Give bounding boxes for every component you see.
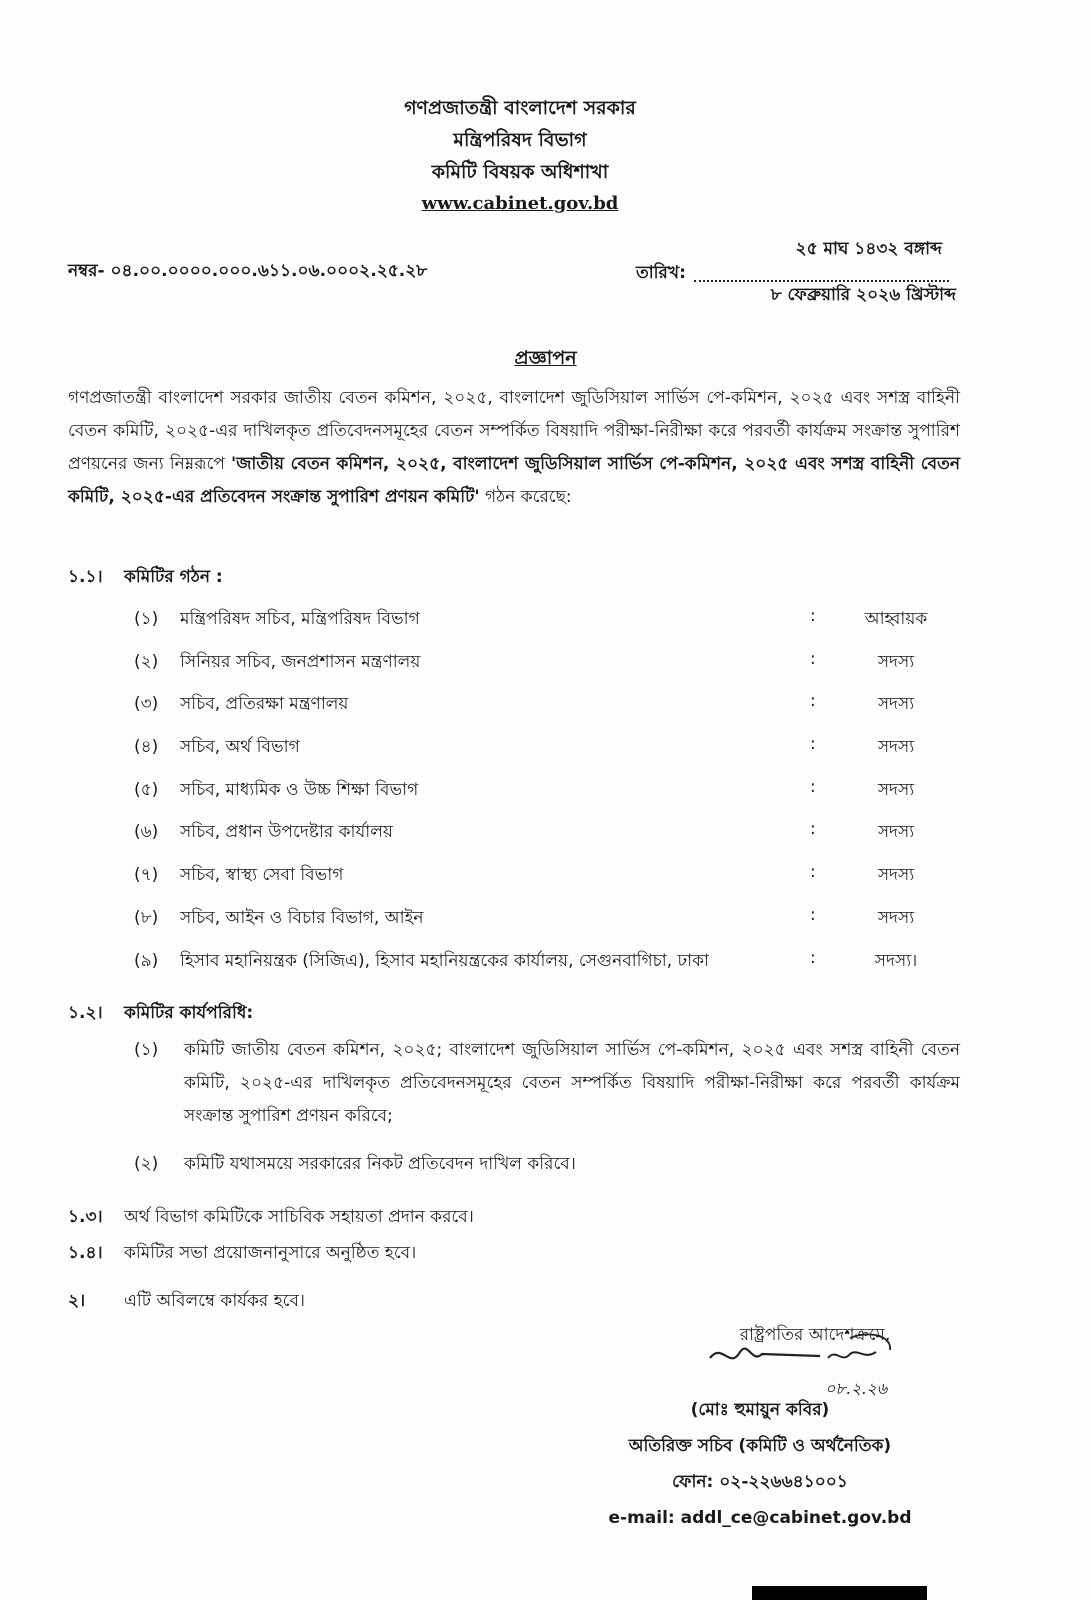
paragraph-number: ১.৩। [68,1207,103,1227]
member-number: (৩) [134,694,159,715]
member-number: (৭) [134,865,159,886]
member-number: (২) [134,651,159,672]
member-role: সদস্য [877,907,915,928]
date-bangla: ২৫ মাঘ ১৪৩২ বঙ্গাব্দ [795,239,942,259]
list-item [130,771,930,814]
member-colon: : [810,648,816,669]
list-item [130,643,930,686]
function-number: (২) [134,1154,159,1174]
list-item [130,942,930,985]
govt-name: গণপ্রজাতন্ত্রী বাংলাদেশ সরকার [404,97,636,119]
member-role: সদস্য [877,694,915,715]
member-name: হিসাব মহানিয়ন্ত্রক (সিজিএ), হিসাব মহানিয়ন্ত্রকের কার্যালয়, সেগুনবাগিচা, ঢাকা [180,950,709,971]
member-colon: : [810,904,816,925]
paragraph-text: অর্থ বিভাগ কমিটিকে সাচিবিক সহায়তা প্রদান করবে। [124,1207,474,1227]
member-role: সদস্য। [874,950,918,971]
member-name: সিনিয়র সচিব, জনপ্রশাসন মন্ত্রণালয় [180,651,421,672]
signatory-designation: অতিরিক্ত সচিব (কমিটি ও অর্থনৈতিক) [628,1436,892,1456]
member-role: আহ্বায়ক [864,609,928,629]
member-name: মন্ত্রিপরিষদ সচিব, মন্ত্রিপরিষদ বিভাগ [180,609,420,629]
member-name: সচিব, স্বাস্থ্য সেবা বিভাগ [180,865,344,886]
paragraph-text: কমিটির সভা প্রয়োজনানুসারে অনুষ্ঠিত হবে। [124,1243,417,1263]
member-name: সচিব, আইন ও বিচার বিভাগ, আইন [180,907,424,928]
list-item [130,856,930,899]
list-item [130,1034,960,1133]
committee-name: 'জাতীয় বেতন কমিশন, ২০২৫, বাংলাদেশ জুডিসিয়াল সার্ভিস পে-কমিশন, ২০২৫ এবং সশস্ত্র বাহিনী বেতন কমিটি, ২০২৫-এর প্রতিবেদন সংক্রান্ত সুপারিশ প্রণয়ন কমিটি' [68,454,960,507]
function-text: কমিটি যথাসময়ে সরকারের নিকট প্রতিবেদন দাখিল করিবে। [184,1154,576,1174]
section-number: ১.১। [68,567,103,587]
member-name: সচিব, প্রধান উপদেষ্টার কার্যালয় [180,822,393,843]
member-role: সদস্য [877,779,915,800]
member-number: (৯) [134,950,159,971]
member-role: সদস্য [877,651,915,672]
paragraph-2 [68,1288,305,1316]
paragraph-1-4 [68,1240,416,1268]
list-item [130,685,930,728]
signatory-email[interactable]: e-mail: addl_ce@cabinet.gov.bd [608,1508,912,1528]
intro-text: গণপ্রজাতন্ত্রী বাংলাদেশ সরকার জাতীয় বেতন কমিশন, ২০২৫, বাংলাদেশ জুডিসিয়াল সার্ভিস পে-কমিশন, ২০২৫ এবং সশস্ত্র বাহিনী বেতন কমিটি, ২০২৫-এর দাখিলকৃত প্রতিবেদনসমূহের বেতন সম্পর্কিত বিষয়াদি পরীক্ষা-নিরীক্ষা করে পরবর্তী কার্যক্রম সংক্রান্ত সুপারিশ প্রণয়নের জন্য নিম্নরূপে [68,388,960,474]
function-number: (১) [134,1040,159,1060]
member-role: সদস্য [877,865,915,886]
date-label: তারিখ: [636,263,686,283]
letterhead [340,92,700,220]
member-colon: : [810,947,816,968]
notice-title: প্রজ্ঞাপন [514,347,577,369]
branch-name: কমিটি বিষয়ক অধিশাখা [431,161,609,183]
member-role: সদস্য [877,737,915,758]
section-functions-heading [68,1000,253,1028]
signatory-name: (মোঃ হুমায়ুন কবির) [690,1400,830,1420]
date-divider [694,264,949,282]
list-item [130,728,930,771]
memo-number: নম্বর- ০৪.০০.০০০০.০০০.৬১১.০৬.০০০২.২৫.২৮ [68,261,428,281]
member-role: সদস্য [877,822,915,843]
member-colon: : [810,691,816,712]
section-title: কমিটির গঠন : [124,567,223,587]
section-title: কমিটির কার্যপরিধি: [124,1003,254,1023]
section-composition-heading [68,564,223,592]
member-number: (৮) [134,907,159,928]
member-colon: : [810,862,816,883]
president-order: রাষ্ট্রপতির আদেশক্রমে, [739,1325,891,1345]
paragraph-number: ২। [68,1291,86,1311]
member-number: (৫) [134,779,159,800]
paragraph-number: ১.৪। [68,1243,103,1263]
list-item [130,899,930,942]
member-name: সচিব, মাধ্যমিক ও উচ্চ শিক্ষা বিভাগ [180,779,419,800]
section-number: ১.২। [68,1003,103,1023]
member-colon: : [810,819,816,840]
website-link[interactable]: www.cabinet.gov.bd [421,193,619,214]
intro-suffix: গঠন করেছে: [479,487,572,507]
member-name: সচিব, অর্থ বিভাগ [180,737,300,758]
function-text: কমিটি জাতীয় বেতন কমিশন, ২০২৫; বাংলাদেশ জুডিসিয়াল সার্ভিস পে-কমিশন, ২০২৫ এবং সশস্ত্র বাহিনী বেতন কমিটি, ২০২৫-এর দাখিলকৃত প্রতিবেদনসমূহের বেতন সম্পর্কিত বিষয়াদি পরীক্ষা-নিরীক্ষা করে পরবর্তী কার্যক্রম সংক্রান্ত সুপারিশ প্রণয়ন করিবে; [184,1040,960,1126]
list-item [130,600,930,643]
intro-paragraph [68,382,960,514]
member-list [130,600,930,984]
member-colon: : [810,606,816,626]
footer-bar [752,1586,927,1600]
list-item [130,1148,960,1181]
paragraph-1-3 [68,1204,474,1232]
signature-date: ০৮.২.২৬ [825,1379,888,1398]
member-number: (৪) [134,737,159,758]
signatory-block [560,1392,960,1536]
member-colon: : [810,776,816,797]
member-name: সচিব, প্রতিরক্ষা মন্ত্রণালয় [180,694,349,715]
list-item [130,813,930,856]
signatory-phone: ফোন: ০২-২২৬৬৪১০০১ [672,1472,848,1492]
division-name: মন্ত্রিপরিষদ বিভাগ [453,129,587,151]
member-colon: : [810,734,816,755]
member-number: (৬) [134,822,159,843]
member-number: (১) [134,609,159,629]
date-gregorian: ৮ ফেব্রুয়ারি ২০২৬ খ্রিস্টাব্দ [770,285,956,305]
paragraph-text: এটি অবিলম্বে কার্যকর হবে। [124,1291,305,1311]
